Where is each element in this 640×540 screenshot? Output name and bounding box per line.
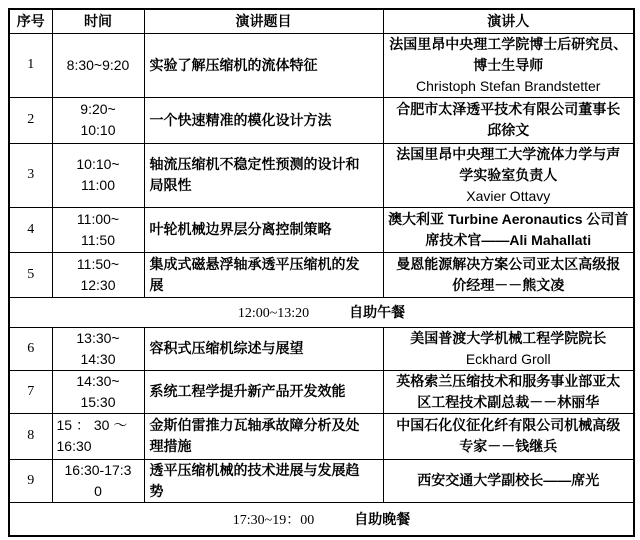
session-time-cell [52, 459, 144, 502]
text-line: 容积式压缩机综述与展望 [149, 340, 304, 356]
session-row [9, 327, 634, 370]
text-line: 11:00 [81, 177, 115, 193]
text-line: 一个快速精准的模化设计方法 [149, 111, 332, 128]
text-line: 8:30~9:20 [66, 56, 130, 73]
session-number-cell: 7 [9, 370, 52, 413]
break-time: 12:00~13:20 [237, 306, 310, 321]
session-title-cell [144, 252, 383, 297]
session-time-cell [52, 252, 144, 297]
break-label: 自助晚餐 [354, 510, 411, 527]
session-number-cell: 9 [9, 459, 52, 502]
text-line: 局限性 [149, 177, 192, 193]
text-line: 美国普渡大学机械工程学院院长 [410, 329, 607, 346]
text-line: 合肥市太泽透平技术有限公司董事长 [396, 101, 621, 117]
text-line: 价经理－－熊文凌 [452, 276, 565, 293]
text-line: 15 ： 30 ～ [56, 417, 128, 433]
session-title-cell [144, 370, 383, 413]
session-number-cell: 2 [9, 97, 52, 143]
session-row [9, 33, 634, 97]
text-line: 系统工程学提升新产品开发效能 [149, 383, 346, 399]
text-line: 势 [149, 482, 164, 499]
session-speaker-cell [383, 459, 634, 502]
text-line: 12:30 [80, 276, 116, 293]
text-line: 澳大利亚 Turbine Aeronautics 公司首 [388, 210, 629, 227]
session-speaker-cell [383, 252, 634, 297]
session-speaker-cell [383, 33, 634, 97]
session-speaker-cell [383, 370, 634, 413]
header-row [9, 9, 634, 33]
session-row [9, 207, 634, 252]
text-line: 实验了解压缩机的流体特征 [149, 56, 318, 73]
text-line: 0 [94, 482, 102, 499]
text-line: 曼恩能源解决方案公司亚太区高级报 [396, 255, 621, 272]
session-speaker-cell [383, 143, 634, 207]
schedule-table-body [9, 33, 634, 536]
text-line: 中国石化仪征化纤有限公司机械高级 [396, 417, 621, 433]
session-time-cell [52, 207, 144, 252]
text-line: 15:30 [80, 393, 116, 410]
text-line: Christoph Stefan Brandstetter [416, 77, 601, 94]
text-line: 集成式磁悬浮轴承透平压缩机的发 [149, 255, 360, 272]
text-line: 专家－－钱继兵 [459, 438, 558, 454]
session-row [9, 143, 634, 207]
text-line: 学实验室负责人 [459, 166, 558, 183]
text-line: 叶轮机械边界层分离控制策略 [149, 221, 332, 237]
text-line: 11:50~ [76, 255, 120, 272]
text-line: 英格索兰压缩技术和服务事业部亚太 [396, 372, 621, 389]
text-line: 理措施 [149, 438, 192, 454]
session-row [9, 413, 634, 459]
text-line: 10:10 [80, 122, 116, 138]
session-title-cell [144, 207, 383, 252]
session-number-cell: 3 [9, 143, 52, 207]
break-time: 17:30~19：00 [232, 512, 315, 528]
session-number-cell: 6 [9, 327, 52, 370]
session-row [9, 252, 634, 297]
text-line: 9:20~ [80, 101, 116, 117]
session-title-cell [144, 143, 383, 207]
text-line: 16:30 [56, 438, 92, 454]
break-cell [9, 502, 634, 536]
session-title-cell [144, 459, 383, 502]
header-no: 序号 [9, 9, 52, 33]
text-line: 法国里昂中央理工学院博士后研究员、 [389, 35, 628, 52]
text-line: 13:30~ [76, 329, 120, 346]
header-time: 时间 [52, 9, 144, 33]
session-time-cell [52, 327, 144, 370]
table-header [9, 9, 634, 33]
session-title-cell [144, 413, 383, 459]
session-time-cell [52, 413, 144, 459]
break-cell [9, 297, 634, 327]
text-line: 11:50 [81, 231, 115, 248]
session-title-cell [144, 33, 383, 97]
session-speaker-cell [383, 97, 634, 143]
text-line: Xavier Ottavy [466, 187, 551, 204]
text-line: 席技术官——Ali Mahallati [425, 231, 592, 248]
header-title: 演讲题目 [144, 9, 383, 33]
text-line: 法国里昂中央理工大学流体力学与声 [396, 145, 621, 162]
text-line: 邱徐文 [487, 122, 530, 138]
session-number-cell: 1 [9, 33, 52, 97]
text-line: 金斯伯雷推力瓦轴承故障分析及处 [149, 417, 360, 433]
header-speaker: 演讲人 [383, 9, 634, 33]
session-time-cell [52, 143, 144, 207]
text-line: 14:30 [80, 350, 116, 367]
session-number-cell: 8 [9, 413, 52, 459]
text-line: 14:30~ [76, 372, 120, 389]
session-number-cell: 5 [9, 252, 52, 297]
schedule-table [8, 8, 635, 537]
text-line: 展 [149, 276, 164, 293]
text-line: 16:30-17:3 [64, 461, 132, 478]
session-speaker-cell [383, 207, 634, 252]
session-time-cell [52, 33, 144, 97]
text-line: 10:10~ [76, 156, 120, 172]
break-label: 自助午餐 [349, 304, 406, 320]
session-title-cell [144, 327, 383, 370]
session-time-cell [52, 97, 144, 143]
session-row [9, 370, 634, 413]
session-number-cell: 4 [9, 207, 52, 252]
text-line: 11:00~ [76, 210, 120, 227]
break-row [9, 297, 634, 327]
text-line: 博士生导师 [473, 56, 544, 73]
text-line: 西安交通大学副校长——席光 [417, 472, 600, 488]
session-speaker-cell [383, 327, 634, 370]
text-line: 透平压缩机械的技术进展与发展趋 [149, 461, 360, 478]
session-title-cell [144, 97, 383, 143]
session-row [9, 97, 634, 143]
text-line: 轴流压缩机不稳定性预测的设计和 [149, 156, 360, 172]
session-row [9, 459, 634, 502]
session-speaker-cell [383, 413, 634, 459]
session-time-cell [52, 370, 144, 413]
break-row [9, 502, 634, 536]
text-line: 区工程技术副总裁－－林丽华 [417, 393, 600, 410]
text-line: Eckhard Groll [465, 350, 551, 367]
